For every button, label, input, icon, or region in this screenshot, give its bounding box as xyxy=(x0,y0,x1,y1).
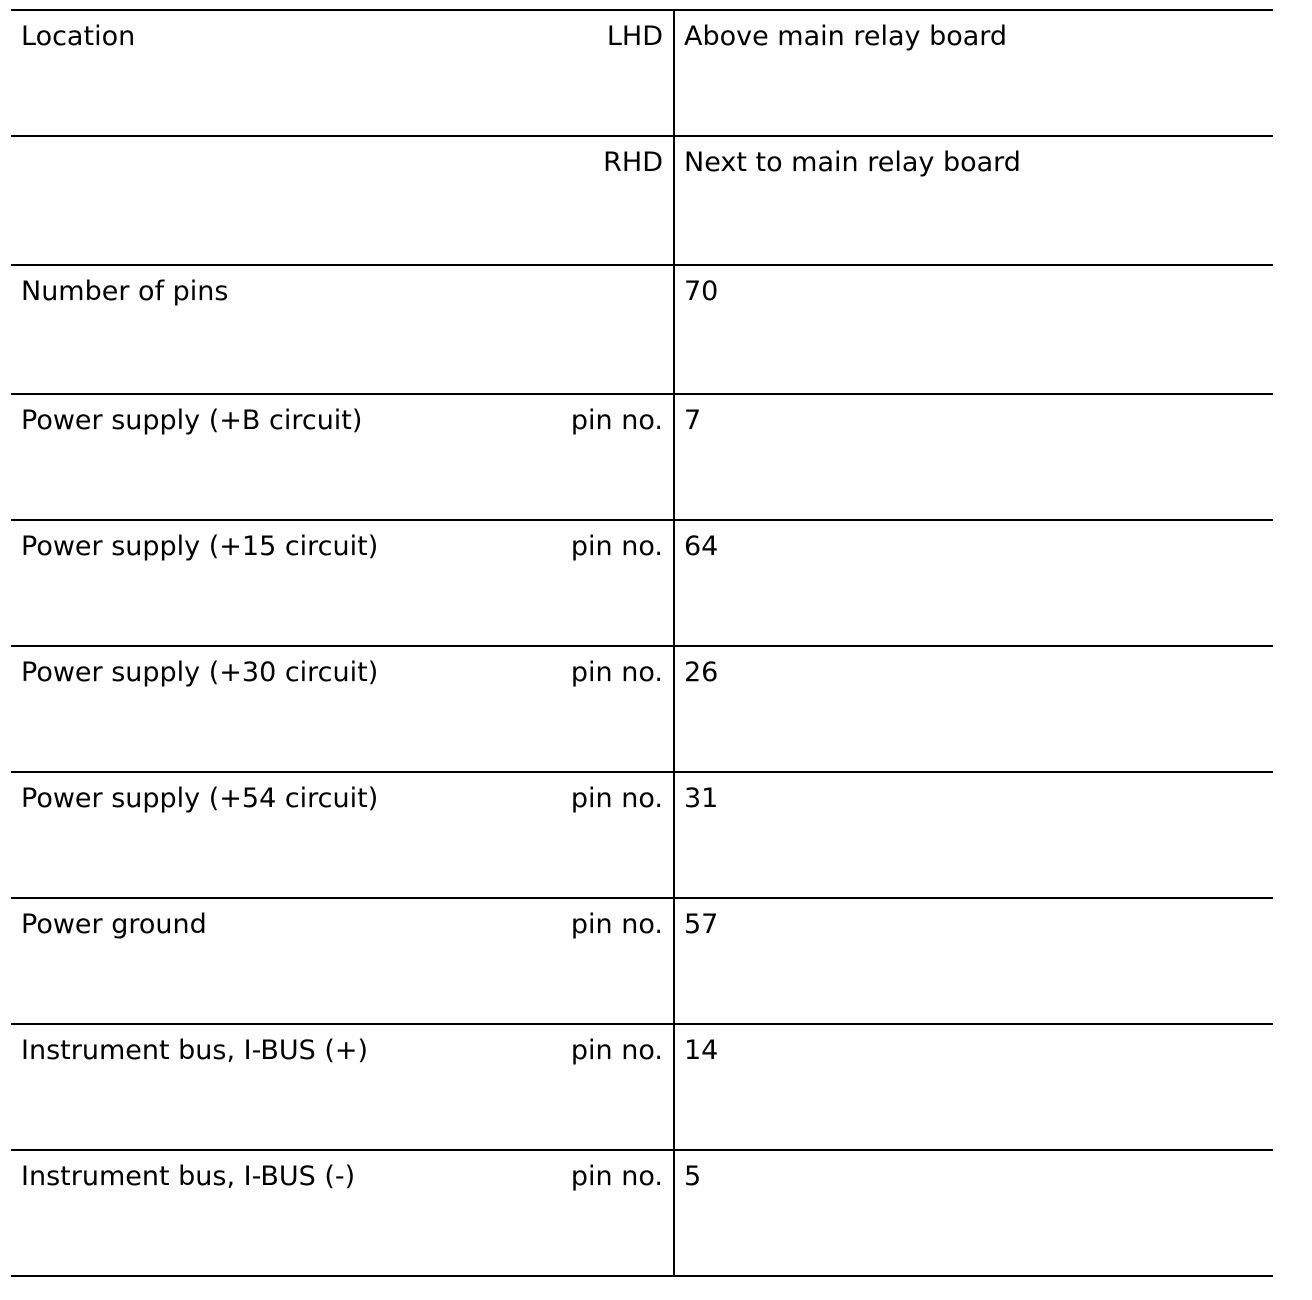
label-cell xyxy=(11,1150,674,1276)
row-qualifier: pin no. xyxy=(570,783,663,814)
row-label: Number of pins xyxy=(21,276,229,307)
row-label: Instrument bus, I-BUS (-) xyxy=(21,1161,356,1192)
row-qualifier: pin no. xyxy=(570,1035,663,1066)
row-label: Location xyxy=(21,21,136,52)
table-row-power-supply-54 xyxy=(11,772,1273,898)
row-qualifier: pin no. xyxy=(570,1161,663,1192)
table-row-power-supply-b xyxy=(11,394,1273,520)
table-row-power-supply-30 xyxy=(11,646,1273,772)
row-label: Power supply (+B circuit) xyxy=(21,405,363,436)
row-value: 5 xyxy=(674,1150,1273,1276)
table-row-ibus-plus xyxy=(11,1024,1273,1150)
row-label: Power supply (+15 circuit) xyxy=(21,531,379,562)
row-value: 57 xyxy=(674,898,1273,1024)
row-value: 14 xyxy=(674,1024,1273,1150)
label-cell xyxy=(11,646,674,772)
row-label: Instrument bus, I-BUS (+) xyxy=(21,1035,369,1066)
row-qualifier: pin no. xyxy=(570,405,663,436)
row-label: Power supply (+30 circuit) xyxy=(21,657,379,688)
row-value: 31 xyxy=(674,772,1273,898)
label-cell xyxy=(11,10,674,136)
row-value: Next to main relay board xyxy=(674,136,1273,265)
label-cell xyxy=(11,898,674,1024)
row-value: 64 xyxy=(674,520,1273,646)
row-value: Above main relay board xyxy=(674,10,1273,136)
table-row-number-of-pins xyxy=(11,265,1273,394)
table-row-location-rhd xyxy=(11,136,1273,265)
row-qualifier: RHD xyxy=(603,147,663,178)
connector-spec-table xyxy=(11,9,1273,1277)
row-label: Power supply (+54 circuit) xyxy=(21,783,379,814)
label-cell xyxy=(11,520,674,646)
row-qualifier: pin no. xyxy=(570,657,663,688)
row-label: Power ground xyxy=(21,909,207,940)
label-cell xyxy=(11,772,674,898)
label-cell xyxy=(11,394,674,520)
label-cell xyxy=(11,265,674,394)
row-qualifier: pin no. xyxy=(570,531,663,562)
table-row-power-supply-15 xyxy=(11,520,1273,646)
row-value: 7 xyxy=(674,394,1273,520)
label-cell xyxy=(11,1024,674,1150)
row-qualifier: pin no. xyxy=(570,909,663,940)
label-cell xyxy=(11,136,674,265)
row-value: 26 xyxy=(674,646,1273,772)
table-row-location-lhd xyxy=(11,10,1273,136)
table-row-ibus-minus xyxy=(11,1150,1273,1276)
table-row-power-ground xyxy=(11,898,1273,1024)
row-qualifier: LHD xyxy=(606,21,663,52)
row-value: 70 xyxy=(674,265,1273,394)
